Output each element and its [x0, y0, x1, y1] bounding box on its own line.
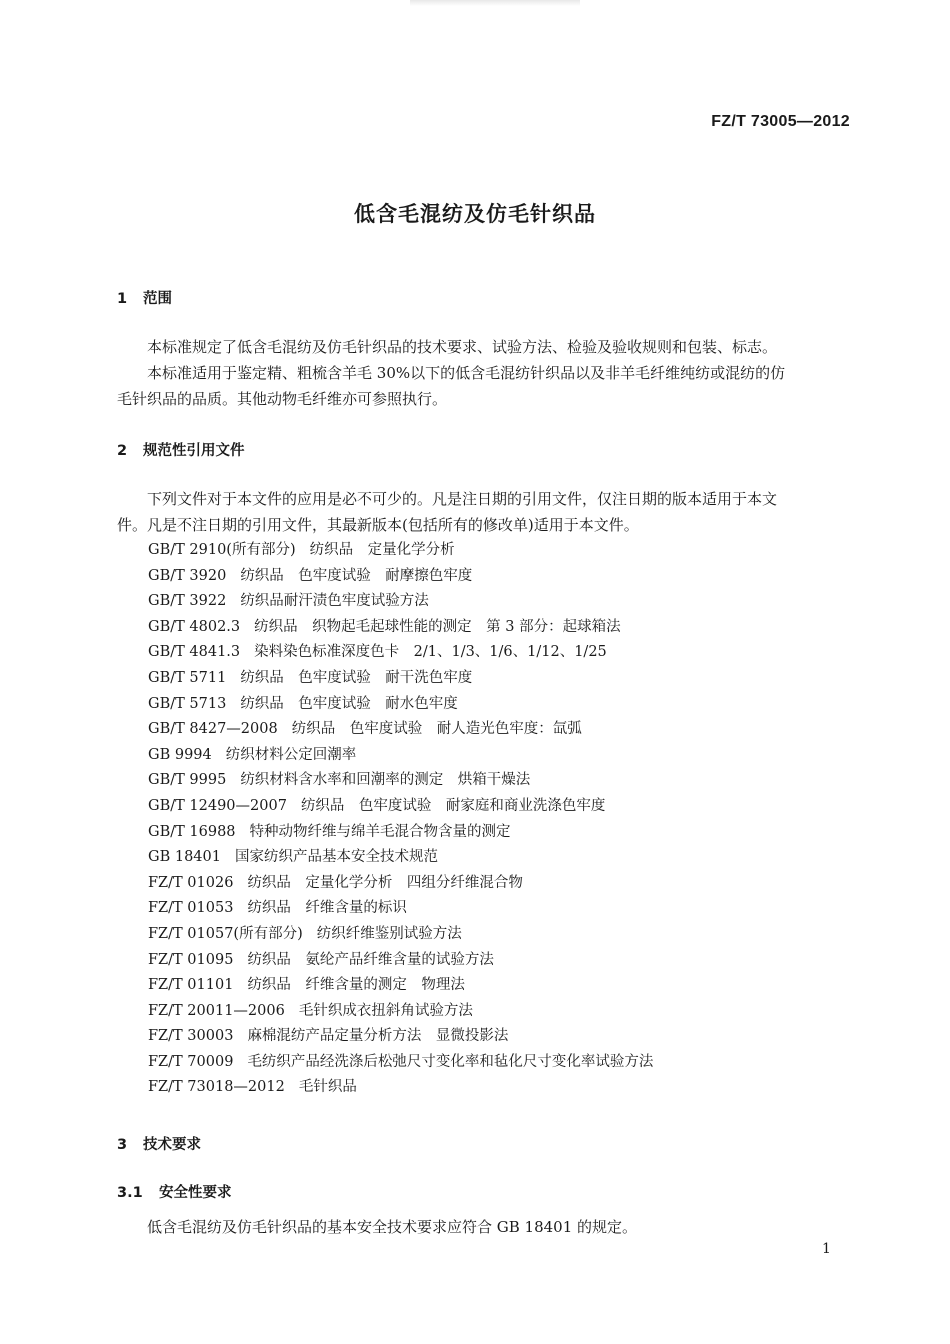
reference-code: FZ/T 01057(所有部分) — [148, 925, 303, 942]
reference-item — [148, 973, 653, 999]
reference-code: GB/T 12490—2007 — [148, 797, 287, 814]
section-number: 2 — [117, 443, 128, 459]
reference-item — [148, 794, 653, 820]
reference-code: GB/T 16988 — [148, 823, 236, 840]
reference-title: 特种动物纤维与绵羊毛混合物含量的测定 — [249, 823, 511, 840]
section-3-heading — [117, 1133, 201, 1154]
reference-title: 纺织品 纤维含量的标识 — [247, 900, 407, 917]
scope-paragraph-1: 本标准规定了低含毛混纺及仿毛针织品的技术要求、试验方法、检验及验收规则和包装、标志。 — [147, 338, 778, 356]
reference-code: GB/T 4841.3 — [148, 644, 241, 661]
reference-item — [148, 640, 653, 666]
reference-title: 纺织品 纤维含量的测定 物理法 — [247, 977, 465, 994]
reference-item — [148, 948, 653, 974]
reference-code: FZ/T 70009 — [148, 1053, 234, 1070]
scope-paragraph-2-line-1: 本标准适用于鉴定精、粗梳含羊毛 30%以下的低含毛混纺针织品以及非羊毛纤维纯纺或混纺的仿 — [147, 364, 786, 382]
reference-code: GB/T 3922 — [148, 593, 227, 610]
safety-requirement-paragraph: 低含毛混纺及仿毛针织品的基本安全技术要求应符合 GB 18401 的规定。 — [147, 1218, 638, 1236]
reference-item — [148, 1024, 653, 1050]
reference-item — [148, 768, 653, 794]
section-title: 范围 — [143, 291, 172, 307]
references-intro-line-2: 件。凡是不注日期的引用文件，其最新版本(包括所有的修改单)适用于本文件。 — [117, 516, 639, 534]
section-number: 3 — [117, 1137, 128, 1153]
reference-item — [148, 922, 653, 948]
document-title: 低含毛混纺及仿毛针织品 — [354, 202, 596, 226]
reference-title: 纺织品 色牢度试验 耐人造光色牢度：氙弧 — [291, 721, 582, 738]
reference-title: 毛针织品 — [298, 1079, 357, 1096]
reference-title: 纺织品 氨纶产品纤维含量的试验方法 — [247, 951, 494, 968]
reference-code: GB 18401 — [148, 849, 221, 866]
section-title: 安全性要求 — [159, 1185, 232, 1201]
reference-item — [148, 1050, 653, 1076]
reference-item — [148, 717, 653, 743]
reference-code: GB 9994 — [148, 746, 212, 763]
reference-item — [148, 666, 653, 692]
reference-code: GB/T 8427—2008 — [148, 721, 278, 738]
reference-title: 纺织品耐汗渍色牢度试验方法 — [240, 593, 429, 610]
section-2-heading — [117, 439, 245, 460]
normative-references-list — [148, 538, 653, 1101]
page-number: 1 — [822, 1241, 831, 1257]
reference-item — [148, 820, 653, 846]
section-number: 1 — [117, 291, 128, 307]
reference-item — [148, 589, 653, 615]
section-title: 规范性引用文件 — [143, 443, 245, 459]
references-intro-line-1: 下列文件对于本文件的应用是必不可少的。凡是注日期的引用文件，仅注日期的版本适用于本文 — [147, 490, 778, 508]
reference-item — [148, 845, 653, 871]
reference-title: 纺织品 定量化学分析 四组分纤维混合物 — [247, 874, 523, 891]
reference-code: FZ/T 01053 — [148, 900, 234, 917]
reference-item — [148, 692, 653, 718]
reference-title: 麻棉混纺产品定量分析方法 显微投影法 — [247, 1028, 509, 1045]
reference-title: 纺织品 色牢度试验 耐水色牢度 — [240, 695, 458, 712]
section-number: 3.1 — [117, 1185, 143, 1201]
reference-title: 纺织品 色牢度试验 耐干洗色牢度 — [240, 669, 473, 686]
reference-code: FZ/T 30003 — [148, 1028, 234, 1045]
reference-item — [148, 871, 653, 897]
reference-title: 毛针织成衣扭斜角试验方法 — [298, 1002, 473, 1019]
reference-item — [148, 615, 653, 641]
reference-code: FZ/T 01026 — [148, 874, 234, 891]
reference-code: GB/T 2910(所有部分) — [148, 542, 296, 558]
reference-code: GB/T 9995 — [148, 772, 227, 789]
reference-code: GB/T 3920 — [148, 567, 227, 584]
reference-title: 毛纺织产品经洗涤后松弛尺寸变化率和毡化尺寸变化率试验方法 — [247, 1053, 654, 1070]
reference-title: 纺织品 色牢度试验 耐摩擦色牢度 — [240, 567, 473, 584]
reference-item — [148, 999, 653, 1025]
reference-code: FZ/T 01101 — [148, 977, 234, 994]
reference-code: GB/T 5713 — [148, 695, 227, 712]
reference-title: 纺织纤维鉴别试验方法 — [316, 925, 462, 942]
reference-item — [148, 743, 653, 769]
reference-title: 国家纺织产品基本安全技术规范 — [234, 849, 438, 866]
standard-number: FZ/T 73005—2012 — [711, 113, 850, 130]
reference-code: GB/T 5711 — [148, 669, 227, 686]
reference-item — [148, 896, 653, 922]
reference-title: 纺织材料含水率和回潮率的测定 烘箱干燥法 — [240, 772, 531, 789]
reference-item — [148, 564, 653, 590]
section-title: 技术要求 — [143, 1137, 201, 1153]
reference-title: 纺织品 色牢度试验 耐家庭和商业洗涤色牢度 — [300, 797, 606, 814]
reference-title: 纺织品 织物起毛起球性能的测定 第 3 部分：起球箱法 — [254, 618, 621, 635]
section-3-1-heading — [117, 1181, 232, 1202]
section-1-heading — [117, 287, 172, 308]
reference-title: 纺织品 定量化学分析 — [309, 542, 455, 558]
reference-code: GB/T 4802.3 — [148, 618, 241, 635]
reference-title: 纺织材料公定回潮率 — [225, 746, 357, 763]
reference-code: FZ/T 73018—2012 — [148, 1079, 285, 1096]
scan-artifact — [410, 0, 580, 6]
reference-code: FZ/T 20011—2006 — [148, 1002, 285, 1019]
scope-paragraph-2-line-2: 毛针织品的品质。其他动物毛纤维亦可参照执行。 — [117, 390, 448, 408]
reference-title: 染料染色标准深度色卡 2/1、1/3、1/6、1/12、1/25 — [254, 644, 607, 661]
reference-item — [148, 538, 653, 564]
reference-code: FZ/T 01095 — [148, 951, 234, 968]
reference-item — [148, 1075, 653, 1101]
